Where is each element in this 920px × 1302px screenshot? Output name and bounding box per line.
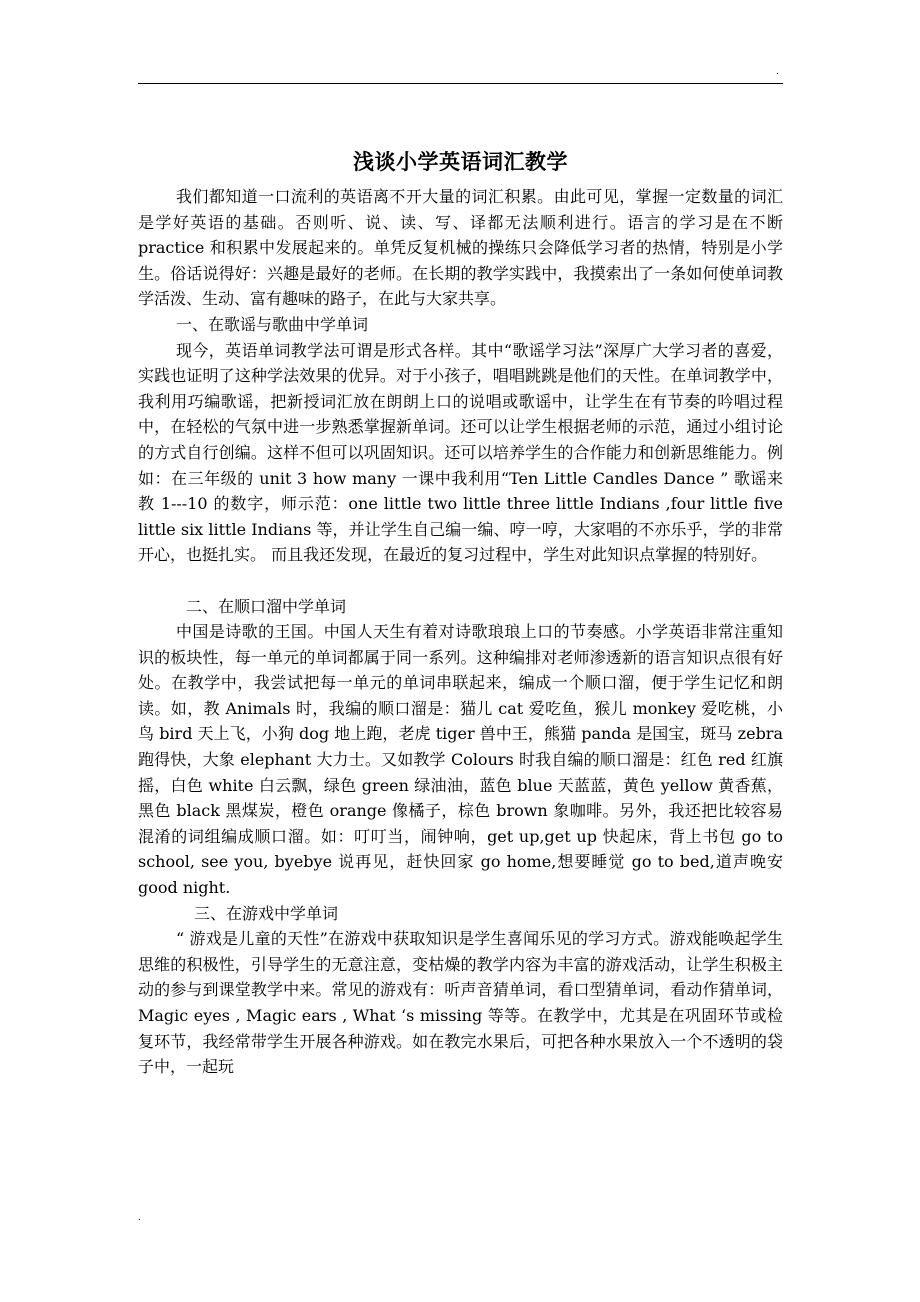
intro-paragraph: 我们都知道一口流利的英语离不开大量的词汇积累。由此可见，掌握一定数量的词汇是学好英语的基础。否则听、说、读、写、译都无法顺利进行。语言的学习是在不断 practice 和积累中发展起来的。单凭反复机械的操练只会降低学习者的热情，特别是小学生。俗话说得好：兴趣是最好的老师。在长期的教学实践中，我摸索出了一条如何使单词教学活泼、生动、富有趣味的路子，在此与大家共享。	[138, 187, 783, 309]
footer-mark: .	[138, 1212, 141, 1223]
blank-line	[138, 568, 783, 594]
section-paragraph-2: 中国是诗歌的王国。中国人天生有着对诗歌琅琅上口的节奏感。小学英语非常注重知识的板块性，每一单元的单词都属于同一系列。这种编排对老师渗透新的语言知识点很有好处。在教学中，我尝试把每一单元的单词串联起来，编成一个顺口溜，便于学生记忆和朗读。如，教 Animals 时，我编的顺口溜是：猫儿 cat 爱吃鱼，猴儿 monkey 爱吃桃，小鸟 bird 天上飞，小狗 dog 地上跑，老虎 tiger 兽中王，熊猫 panda 是国宝，斑马 zebra 跑得快，大象 elephant 大力士。又如教学 Colours 时我自编的顺口溜是：红色 red 红旗摇，白色 white 白云飘，绿色 green 绿油油，蓝色 blue 天蓝蓝，黄色 yellow 黄香蕉，黑色 black 黑煤炭，橙色 orange 像橘子，棕色 brown 象咖啡。另外，我还把比较容易混淆的词组编成顺口溜。如：叮叮当，闹钟响，get up,get up 快起床，背上书包 go to school, see you, byebye 说再见，赶快回家 go home,想要睡觉 go to bed,道声晚安 good night.	[138, 622, 783, 898]
section-paragraph-1: 现今，英语单词教学法可谓是形式各样。其中“歌谣学习法”深厚广大学习者的喜爱，实践也证明了这种学法效果的优异。对于小孩子，唱唱跳跳是他们的天性。在单词教学中，我利用巧编歌谣，把新授词汇放在朗朗上口的说唱或歌谣中，让学生在有节奏的吟唱过程中，在轻松的气氛中进一步熟悉掌握新单词。还可以让学生根据老师的示范，通过小组讨论的方式自行创编。这样不但可以巩固知识。还可以培养学生的合作能力和创新思维能力。例如：在三年级的 unit 3 how many 一课中我利用“Ten Little Candles Dance ” 歌谣来教 1---10 的数字，师示范：one little two little three little Indians ,four little five little six little Indians 等，并让学生自己编一编、哼一哼，大家唱的不亦乐乎，学的非常开心，也挺扎实。 而且我还发现，在最近的复习过程中，学生对此知识点掌握的特别好。	[138, 340, 783, 565]
header-mark: .	[776, 66, 779, 77]
document-body	[138, 184, 783, 1080]
section-heading-1: 一、在歌谣与歌曲中学单词	[176, 314, 369, 334]
header-rule	[138, 83, 783, 84]
section-heading-3: 三、在游戏中学单词	[194, 903, 339, 923]
section-paragraph-3: “ 游戏是儿童的天性”在游戏中获取知识是学生喜闻乐见的学习方式。游戏能唤起学生思维的积极性，引导学生的无意注意，变枯燥的教学内容为丰富的游戏活动，让学生积极主动的参与到课堂教学中来。常见的游戏有：听声音猜单词，看口型猜单词，看动作猜单词，Magic eyes , Magic ears , What ‘s missing 等等。在教学中，尤其是在巩固环节或检复环节，我经常带学生开展各种游戏。如在教完水果后，可把各种水果放入一个不透明的袋子中，一起玩	[138, 929, 783, 1077]
document-title: 浅谈小学英语词汇教学	[353, 149, 568, 174]
section-heading-2: 二、在顺口溜中学单词	[186, 596, 347, 616]
